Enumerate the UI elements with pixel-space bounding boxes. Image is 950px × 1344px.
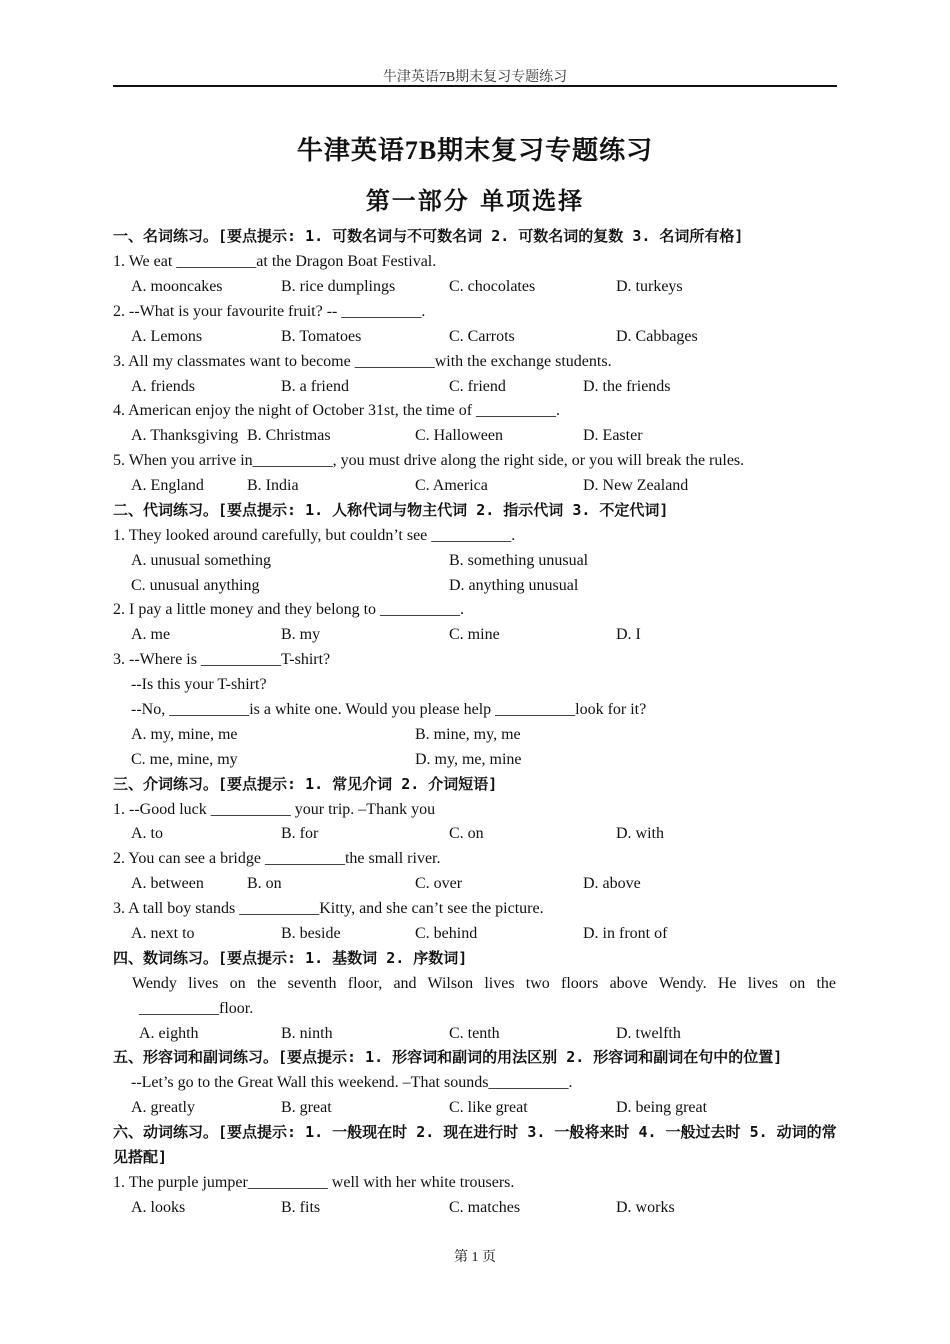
question-stem: 4. American enjoy the night of October 31st, the time of __________. bbox=[113, 402, 561, 419]
option-d: D. I bbox=[616, 626, 641, 643]
option-a: A. me bbox=[131, 626, 171, 643]
option-b: B. a friend bbox=[281, 378, 349, 395]
option-c: C. on bbox=[449, 825, 484, 842]
option-d: D. New Zealand bbox=[583, 477, 689, 494]
option-d: D. with bbox=[616, 825, 664, 842]
option-b: B. ninth bbox=[281, 1025, 333, 1042]
option-c: C. America bbox=[415, 477, 488, 494]
option-d: D. Cabbages bbox=[616, 328, 698, 345]
page-number: 第 1 页 bbox=[454, 1250, 496, 1265]
question-stem: 1. The purple jumper__________ well with her white trousers. bbox=[113, 1174, 515, 1191]
option-c: C. like great bbox=[449, 1099, 528, 1116]
option-d: D. my, me, mine bbox=[415, 751, 522, 768]
option-c: C. Carrots bbox=[449, 328, 515, 345]
question-stem-continued: __________floor. bbox=[139, 1000, 254, 1017]
option-b: B. something unusual bbox=[449, 552, 589, 569]
dialogue-line: --Is this your T-shirt? bbox=[131, 676, 267, 693]
question-stem: 3. A tall boy stands __________Kitty, and she can’t see the picture. bbox=[113, 900, 544, 917]
option-c: C. mine bbox=[449, 626, 500, 643]
option-a: A. looks bbox=[131, 1199, 186, 1216]
option-b: B. great bbox=[281, 1099, 332, 1116]
option-b: B. Christmas bbox=[247, 427, 331, 444]
option-a: A. greatly bbox=[131, 1099, 195, 1116]
part-title: 第一部分 单项选择 bbox=[365, 186, 585, 215]
option-c: C. behind bbox=[415, 925, 478, 942]
option-c: C. unusual anything bbox=[131, 577, 260, 594]
option-d: D. the friends bbox=[583, 378, 671, 395]
option-d: D. above bbox=[583, 875, 641, 892]
option-d: D. works bbox=[616, 1199, 675, 1216]
option-c: C. Halloween bbox=[415, 427, 503, 444]
option-a: A. to bbox=[131, 825, 163, 842]
question-stem: 3. All my classmates want to become __________with the exchange students. bbox=[113, 353, 612, 370]
option-a: A. England bbox=[131, 477, 204, 494]
section-heading-adjectives-adverbs: 五、形容词和副词练习。[要点提示: 1. 形容词和副词的用法区别 2. 形容词和副词在句中的位置] bbox=[113, 1048, 783, 1066]
option-c: C. chocolates bbox=[449, 278, 536, 295]
option-b: B. for bbox=[281, 825, 319, 842]
option-b: B. fits bbox=[281, 1199, 321, 1216]
question-stem: Wendy lives on the seventh floor, and Wilson lives two floors above Wendy. He lives on the bbox=[132, 975, 836, 992]
option-a: A. mooncakes bbox=[131, 278, 223, 295]
question-stem: 5. When you arrive in__________, you must drive along the right side, or you will break the rules. bbox=[113, 452, 745, 469]
option-b: B. on bbox=[247, 875, 282, 892]
section-heading-verbs: 六、动词练习。[要点提示: 1. 一般现在时 2. 现在进行时 3. 一般将来时 4. 一般过去时 5. 动词的常见搭配] bbox=[113, 1123, 837, 1166]
option-c: C. matches bbox=[449, 1199, 521, 1216]
option-d: D. in front of bbox=[583, 925, 668, 942]
option-b: B. India bbox=[247, 477, 299, 494]
option-a: A. between bbox=[131, 875, 204, 892]
option-a: A. Thanksgiving bbox=[131, 427, 239, 444]
question-stem: --Let’s go to the Great Wall this weekend. –That sounds__________. bbox=[131, 1074, 573, 1091]
option-d: D. Easter bbox=[583, 427, 643, 444]
option-a: A. eighth bbox=[139, 1025, 199, 1042]
question-stem: 2. --What is your favourite fruit? -- __________. bbox=[113, 303, 426, 320]
option-d: D. being great bbox=[616, 1099, 708, 1116]
option-a: A. my, mine, me bbox=[131, 726, 238, 743]
option-c: C. over bbox=[415, 875, 463, 892]
option-c: C. friend bbox=[449, 378, 506, 395]
section-heading-pronouns: 二、代词练习。[要点提示: 1. 人称代词与物主代词 2. 指示代词 3. 不定代词] bbox=[113, 501, 669, 519]
option-c: C. me, mine, my bbox=[131, 751, 238, 768]
option-c: C. tenth bbox=[449, 1025, 500, 1042]
question-stem: 3. --Where is __________T-shirt? bbox=[113, 651, 331, 668]
option-a: A. Lemons bbox=[131, 328, 203, 345]
option-d: D. turkeys bbox=[616, 278, 683, 295]
dialogue-line: --No, __________is a white one. Would you please help __________look for it? bbox=[131, 701, 647, 718]
section-heading-prepositions: 三、介词练习。[要点提示: 1. 常见介词 2. 介词短语] bbox=[113, 775, 498, 793]
question-stem: 2. You can see a bridge __________the small river. bbox=[113, 850, 441, 867]
section-heading-nouns: 一、名词练习。[要点提示: 1. 可数名词与不可数名词 2. 可数名词的复数 3. 名词所有格] bbox=[113, 227, 744, 245]
question-stem: 1. They looked around carefully, but couldn’t see __________. bbox=[113, 527, 516, 544]
page-header: 牛津英语7B期末复习专题练习 bbox=[382, 70, 568, 85]
question-stem: 2. I pay a little money and they belong to __________. bbox=[113, 601, 465, 618]
option-b: B. my bbox=[281, 626, 321, 643]
option-a: A. unusual something bbox=[131, 552, 271, 569]
document-title: 牛津英语7B期末复习专题练习 bbox=[296, 136, 654, 165]
option-b: B. mine, my, me bbox=[415, 726, 521, 743]
option-a: A. friends bbox=[131, 378, 195, 395]
question-stem: 1. --Good luck __________ your trip. –Thank you bbox=[113, 801, 436, 818]
option-d: D. twelfth bbox=[616, 1025, 681, 1042]
section-heading-numerals: 四、数词练习。[要点提示: 1. 基数词 2. 序数词] bbox=[113, 949, 468, 967]
question-stem: 1. We eat __________at the Dragon Boat Festival. bbox=[113, 253, 437, 270]
option-b: B. rice dumplings bbox=[281, 278, 396, 295]
option-a: A. next to bbox=[131, 925, 195, 942]
option-b: B. beside bbox=[281, 925, 341, 942]
option-d: D. anything unusual bbox=[449, 577, 579, 594]
option-b: B. Tomatoes bbox=[281, 328, 362, 345]
header-divider bbox=[113, 85, 837, 87]
